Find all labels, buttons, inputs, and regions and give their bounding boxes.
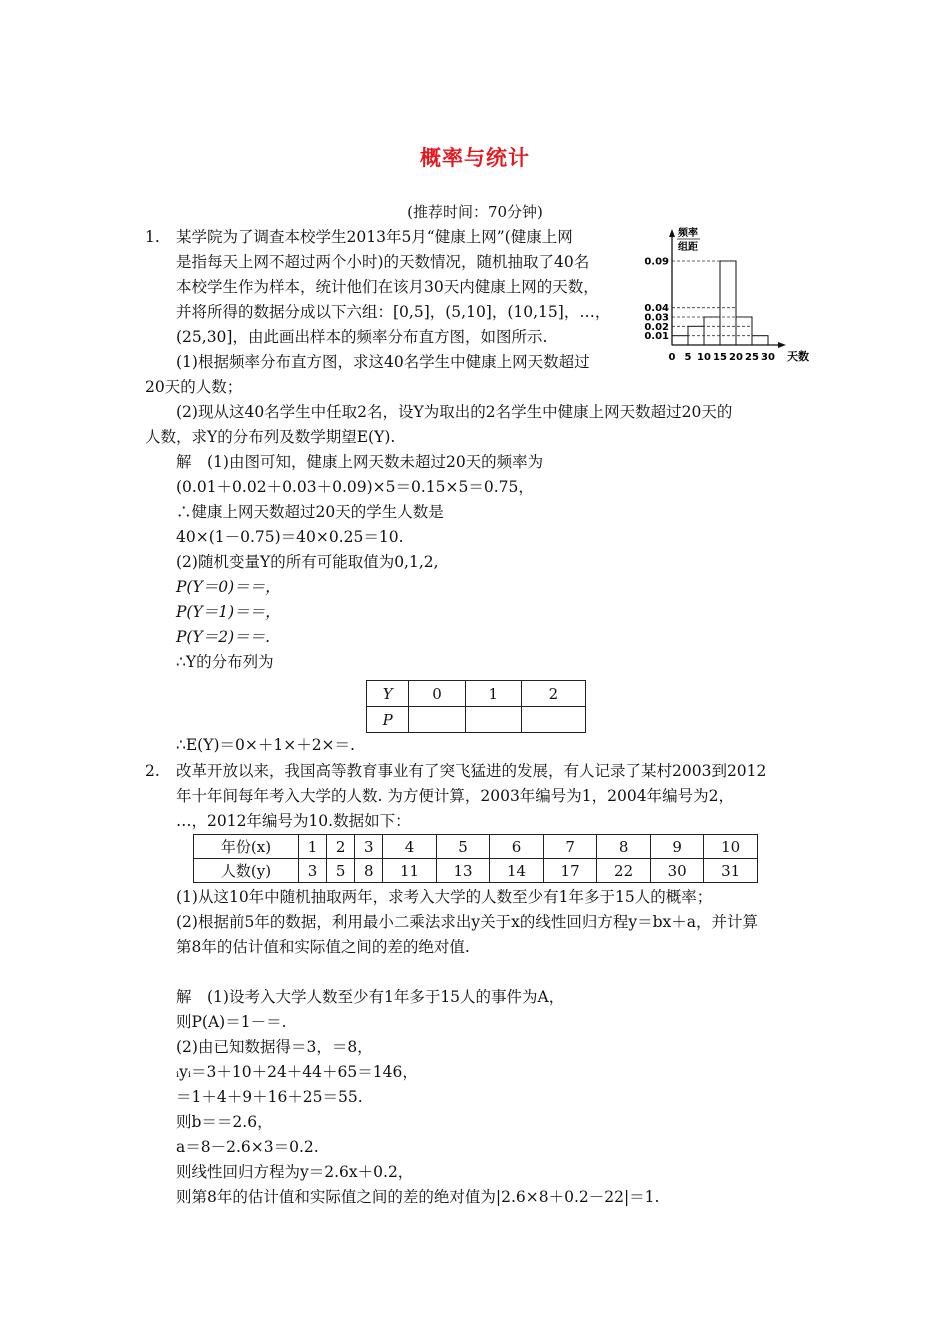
count-cell: 5: [327, 859, 355, 883]
histogram-bar: [688, 326, 704, 345]
q2-solution-line-7: a＝8－2.6×3＝0.2.: [176, 1138, 319, 1156]
histogram-bar: [736, 317, 752, 345]
q1-part2-line-1: (2)现从这40名学生中任取2名，设Y为取出的2名学生中健康上网天数超过20天的: [176, 403, 733, 421]
q2-solution-line-3: (2)由已知数据得＝3，＝8，: [176, 1038, 373, 1056]
q1-solution-line-1: 解 (1)由图可知，健康上网天数未超过20天的频率为: [176, 453, 544, 471]
histogram-bar: [720, 261, 736, 345]
q1-line-2: 是指每天上网不超过两个小时)的天数情况，随机抽取了40名: [176, 253, 590, 271]
y-tick-label: 0.04: [644, 303, 669, 315]
q2-solution-line-4: ᵢyᵢ＝3＋10＋24＋44＋65＝146，: [176, 1063, 418, 1081]
q2-number: 2.: [145, 762, 160, 780]
q1-solution-line-6: P(Y＝0)＝＝，: [176, 578, 281, 596]
q1-expectation: ∴E(Y)＝0×＋1×＋2×＝.: [176, 736, 355, 754]
y-tick-label: 0.02: [644, 321, 669, 333]
histogram-bar: [752, 336, 768, 345]
count-cell: 14: [490, 859, 544, 883]
year-cell: 2: [327, 835, 355, 859]
q2-part1: (1)从这10年中随机抽取两年，求考入大学的人数至少有1年多于15人的概率；: [176, 888, 713, 906]
histogram-bar: [672, 336, 688, 345]
x-axis-label: 天数: [787, 350, 809, 363]
count-cell: 22: [597, 859, 651, 883]
recommended-time: (推荐时间：70分钟): [407, 203, 543, 221]
q2-line-3: …，2012年编号为10.数据如下：: [176, 812, 411, 830]
q2-part2-line-1: (2)根据前5年的数据，利用最小二乘法求出y关于x的线性回归方程y＝bx＋a，并计算: [176, 913, 758, 931]
q2-solution-line-6: 则b＝＝2.6，: [176, 1113, 273, 1131]
q2-solution-line-2: 则P(A)＝1－＝.: [176, 1013, 287, 1031]
data-table: [193, 834, 758, 883]
x-tick-label: 30: [761, 352, 775, 363]
page-title: 概率与统计: [420, 146, 530, 170]
count-cell: 31: [704, 859, 758, 883]
year-cell: 6: [490, 835, 544, 859]
dist-cell: [465, 707, 521, 733]
q1-solution-line-3: ∴健康上网天数超过20天的学生人数是: [176, 503, 444, 521]
year-cell: 8: [597, 835, 651, 859]
q1-solution-line-5: (2)随机变量Y的所有可能取值为0,1,2,: [176, 553, 439, 571]
count-cell: 8: [355, 859, 383, 883]
q1-line-1: 某学院为了调查本校学生2013年5月“健康上网”(健康上网: [176, 228, 573, 246]
q1-part2-line-2: 人数，求Y的分布列及数学期望E(Y).: [145, 428, 396, 446]
q1-solution-line-7: P(Y＝1)＝＝，: [176, 603, 281, 621]
row-label-year: 年份(x): [194, 835, 299, 859]
x-tick-label: 20: [729, 352, 743, 363]
x-tick-label: 15: [713, 352, 727, 363]
year-cell: 4: [383, 835, 437, 859]
q1-line-5: (25,30]，由此画出样本的频率分布直方图，如图所示.: [176, 328, 548, 346]
count-cell: 17: [543, 859, 597, 883]
q1-solution-line-8: P(Y＝2)＝＝.: [176, 628, 271, 646]
q2-solution-line-1: 解 (1)设考入大学人数至少有1年多于15人的事件为A，: [176, 988, 565, 1006]
q1-number: 1.: [145, 228, 160, 246]
y-tick-label: 0.09: [644, 256, 669, 268]
histogram-bar: [704, 317, 720, 345]
q1-part1-line-1: (1)根据频率分布直方图，求这40名学生中健康上网天数超过: [176, 353, 590, 371]
dist-header-y: Y: [367, 681, 409, 707]
q1-solution-line-9: ∴Y的分布列为: [176, 653, 274, 671]
dist-cell: 0: [409, 681, 465, 707]
q2-solution-line-8: 则线性回归方程为y＝2.6x＋0.2，: [176, 1163, 414, 1181]
dist-cell: [521, 707, 585, 733]
y-tick-label: 0.01: [644, 331, 669, 343]
dist-cell: [409, 707, 465, 733]
count-cell: 13: [436, 859, 490, 883]
y-axis-label-top: 频率: [678, 228, 698, 239]
q1-line-3: 本校学生作为样本，统计他们在该月30天内健康上网的天数，: [176, 278, 599, 296]
q2-part2-line-2: 第8年的估计值和实际值之间的差的绝对值.: [176, 938, 470, 956]
dist-cell: 1: [465, 681, 521, 707]
year-cell: 9: [650, 835, 704, 859]
x-tick-label: 0: [668, 352, 676, 363]
y-tick-label: 0.03: [644, 312, 669, 324]
y-axis-arrow: [669, 229, 675, 237]
q2-solution-line-9: 则第8年的估计值和实际值之间的差的绝对值为|2.6×8＋0.2－22|＝1.: [176, 1188, 660, 1206]
year-cell: 10: [704, 835, 758, 859]
q1-solution-line-2: (0.01＋0.02＋0.03＋0.09)×5＝0.15×5＝0.75，: [176, 478, 534, 496]
x-axis-arrow: [778, 342, 786, 348]
x-tick-label: 25: [745, 352, 759, 363]
count-cell: 30: [650, 859, 704, 883]
frequency-histogram: [640, 225, 815, 370]
year-cell: 5: [436, 835, 490, 859]
dist-header-p: P: [367, 707, 409, 733]
q1-part1-line-2: 20天的人数；: [145, 378, 243, 396]
x-tick-label: 5: [684, 352, 692, 363]
q2-solution-line-5: ＝1＋4＋9＋16＋25＝55.: [176, 1088, 363, 1106]
dist-cell: 2: [521, 681, 585, 707]
year-cell: 1: [299, 835, 327, 859]
q2-line-2: 年十年间每年考入大学的人数. 为方便计算，2003年编号为1，2004年编号为2，: [176, 787, 734, 805]
row-label-count: 人数(y): [194, 859, 299, 883]
count-cell: 11: [383, 859, 437, 883]
y-axis-label-bottom: 组距: [678, 242, 698, 253]
x-tick-label: 10: [697, 352, 711, 363]
q1-solution-line-4: 40×(1－0.75)＝40×0.25＝10.: [176, 528, 404, 546]
year-cell: 7: [543, 835, 597, 859]
q2-line-1: 改革开放以来，我国高等教育事业有了突飞猛进的发展，有人记录了某村2003到2012: [176, 762, 767, 780]
year-cell: 3: [355, 835, 383, 859]
q1-line-4: 并将所得的数据分成以下六组：[0,5]，(5,10]，(10,15]，…，: [176, 303, 611, 321]
count-cell: 3: [299, 859, 327, 883]
distribution-table: [366, 680, 586, 733]
